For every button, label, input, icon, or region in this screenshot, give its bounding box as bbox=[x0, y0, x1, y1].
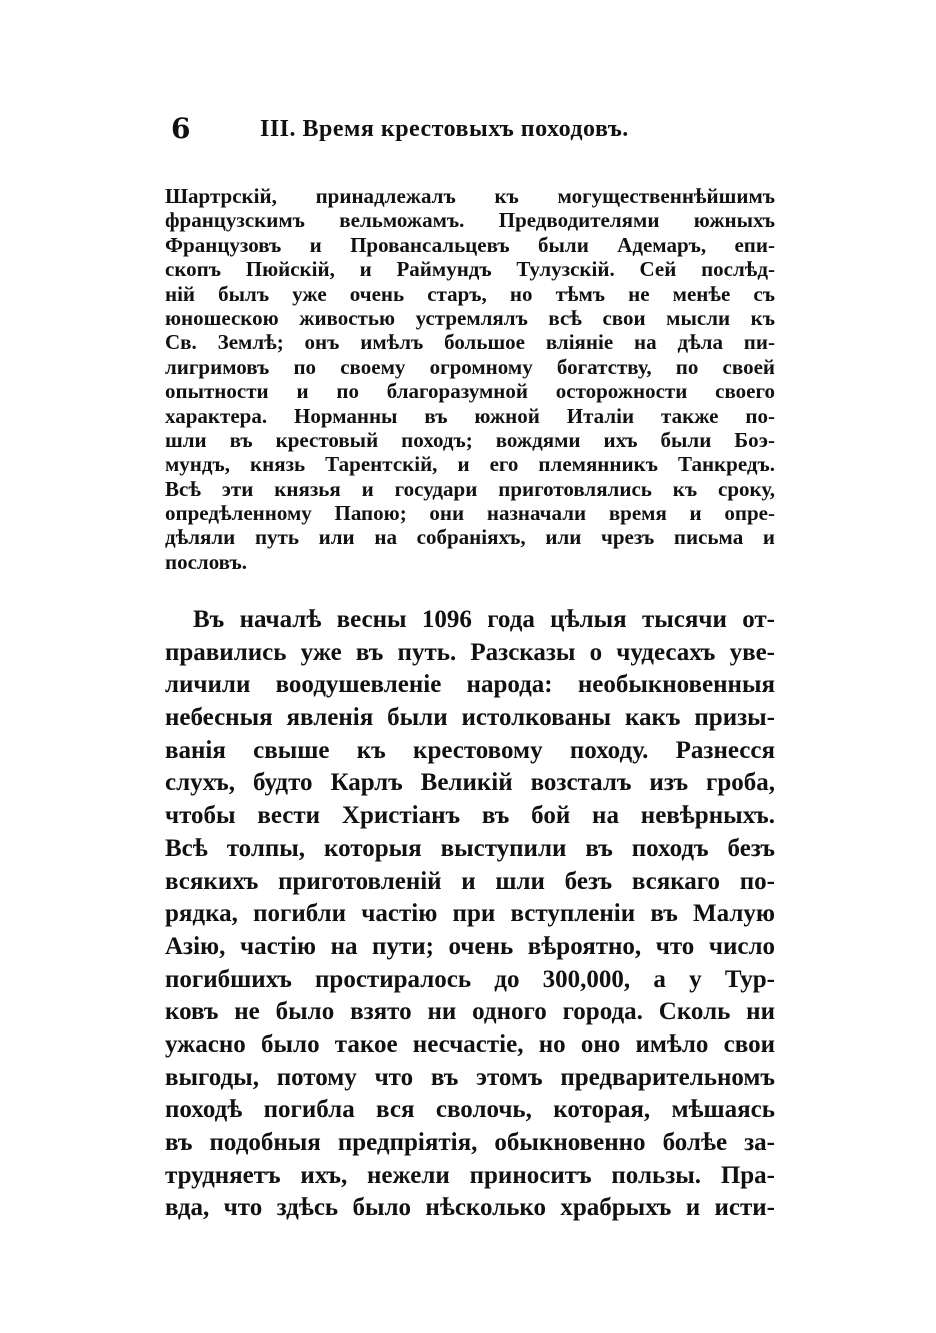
text-line: французскимъ вельможамъ. Предводителями южныхъ bbox=[165, 208, 775, 233]
text-line: опытности и по благоразумной осторожности своего bbox=[165, 379, 775, 404]
chapter-title: III. Время крестовыхъ походовъ. bbox=[260, 116, 629, 142]
text-line: лигримовъ по своему огромному богатству, по своей bbox=[165, 354, 775, 379]
running-head bbox=[165, 112, 775, 152]
text-line: шли въ крестовый походъ; вождями ихъ были Боэ- bbox=[165, 427, 775, 452]
text-line: рядка, погибли частію при вступленіи въ Малую bbox=[165, 900, 775, 928]
text-line: личили воодушевленіе народа: необыкновенныя bbox=[165, 671, 775, 699]
text-line: Азію, частію на пути; очень вѣроятно, что число bbox=[165, 932, 775, 960]
text-line: Св. Землѣ; онъ имѣлъ большое вліяніе на дѣла пи- bbox=[165, 330, 775, 355]
text-line: дѣляли путь или на собраніяхъ, или чрезъ письма и bbox=[165, 525, 775, 550]
text-line: въ подобныя предпріятія, обыкновенно болѣе за- bbox=[165, 1129, 775, 1156]
text-line: погибшихъ простиралось до 300,000, а у Тур- bbox=[165, 965, 775, 993]
text-line: ковъ не было взято ни одного города. Сколь ни bbox=[165, 998, 775, 1026]
text-line: трудняетъ ихъ, нежели приноситъ пользы. Пра- bbox=[165, 1161, 775, 1189]
text-line: Всѣ толпы, которыя выступили въ походъ безъ bbox=[165, 834, 775, 862]
text-line: небесныя явленія были истолкованы какъ призы- bbox=[165, 704, 775, 732]
text-line: ужасно было такое несчастіе, но оно имѣло свои bbox=[165, 1030, 775, 1058]
text-line: мундъ, князь Тарентскій, и его племянникъ Танкредъ. bbox=[165, 452, 775, 477]
text-line: походѣ погибла вся сволочь, которая, мѣшаясь bbox=[165, 1096, 775, 1124]
text-line: выгоды, потому что въ этомъ предварительномъ bbox=[165, 1063, 775, 1091]
text-line: вда, что здѣсь было нѣсколько храбрыхъ и исти- bbox=[165, 1194, 775, 1222]
text-line: ній былъ уже очень старъ, но тѣмъ не менѣе съ bbox=[165, 281, 775, 306]
text-line: Шартрскій, принадлежалъ къ могущественнѣйшимъ bbox=[165, 184, 775, 208]
text-line: опредѣленному Папою; они назначали время и опре- bbox=[165, 501, 775, 526]
text-line: Французовъ и Провансальцевъ были Адемаръ, епи- bbox=[165, 232, 775, 257]
text-line: чтобы вести Христіанъ въ бой на невѣрныхъ. bbox=[165, 802, 775, 830]
text-line: всякихъ приготовленій и шли безъ всякаго по- bbox=[165, 867, 775, 895]
paragraph-1 bbox=[165, 184, 775, 574]
text-line: ванія свыше къ крестовому походу. Разнесся bbox=[165, 736, 775, 764]
text-line: Въ началѣ весны 1096 года цѣлыя тысячи от- bbox=[193, 606, 775, 633]
page-number: 6 bbox=[171, 112, 191, 145]
text-line: пословъ. bbox=[165, 549, 247, 574]
text-line: юношескою живостью устремлялъ всѣ свои мысли къ bbox=[165, 305, 775, 330]
text-line: слухъ, будто Карлъ Великій возсталъ изъ гроба, bbox=[165, 769, 775, 797]
text-line: скопъ Пюйскій, и Раймундъ Тулузскій. Сей послѣд- bbox=[165, 257, 775, 282]
text-line: правились уже въ путь. Разсказы о чудесахъ уве- bbox=[165, 638, 775, 666]
text-line: Всѣ эти князья и государи приготовлялись къ сроку, bbox=[165, 476, 775, 501]
paragraph-2 bbox=[165, 604, 775, 1225]
text-line: характера. Норманны въ южной Италіи также по- bbox=[165, 403, 775, 428]
